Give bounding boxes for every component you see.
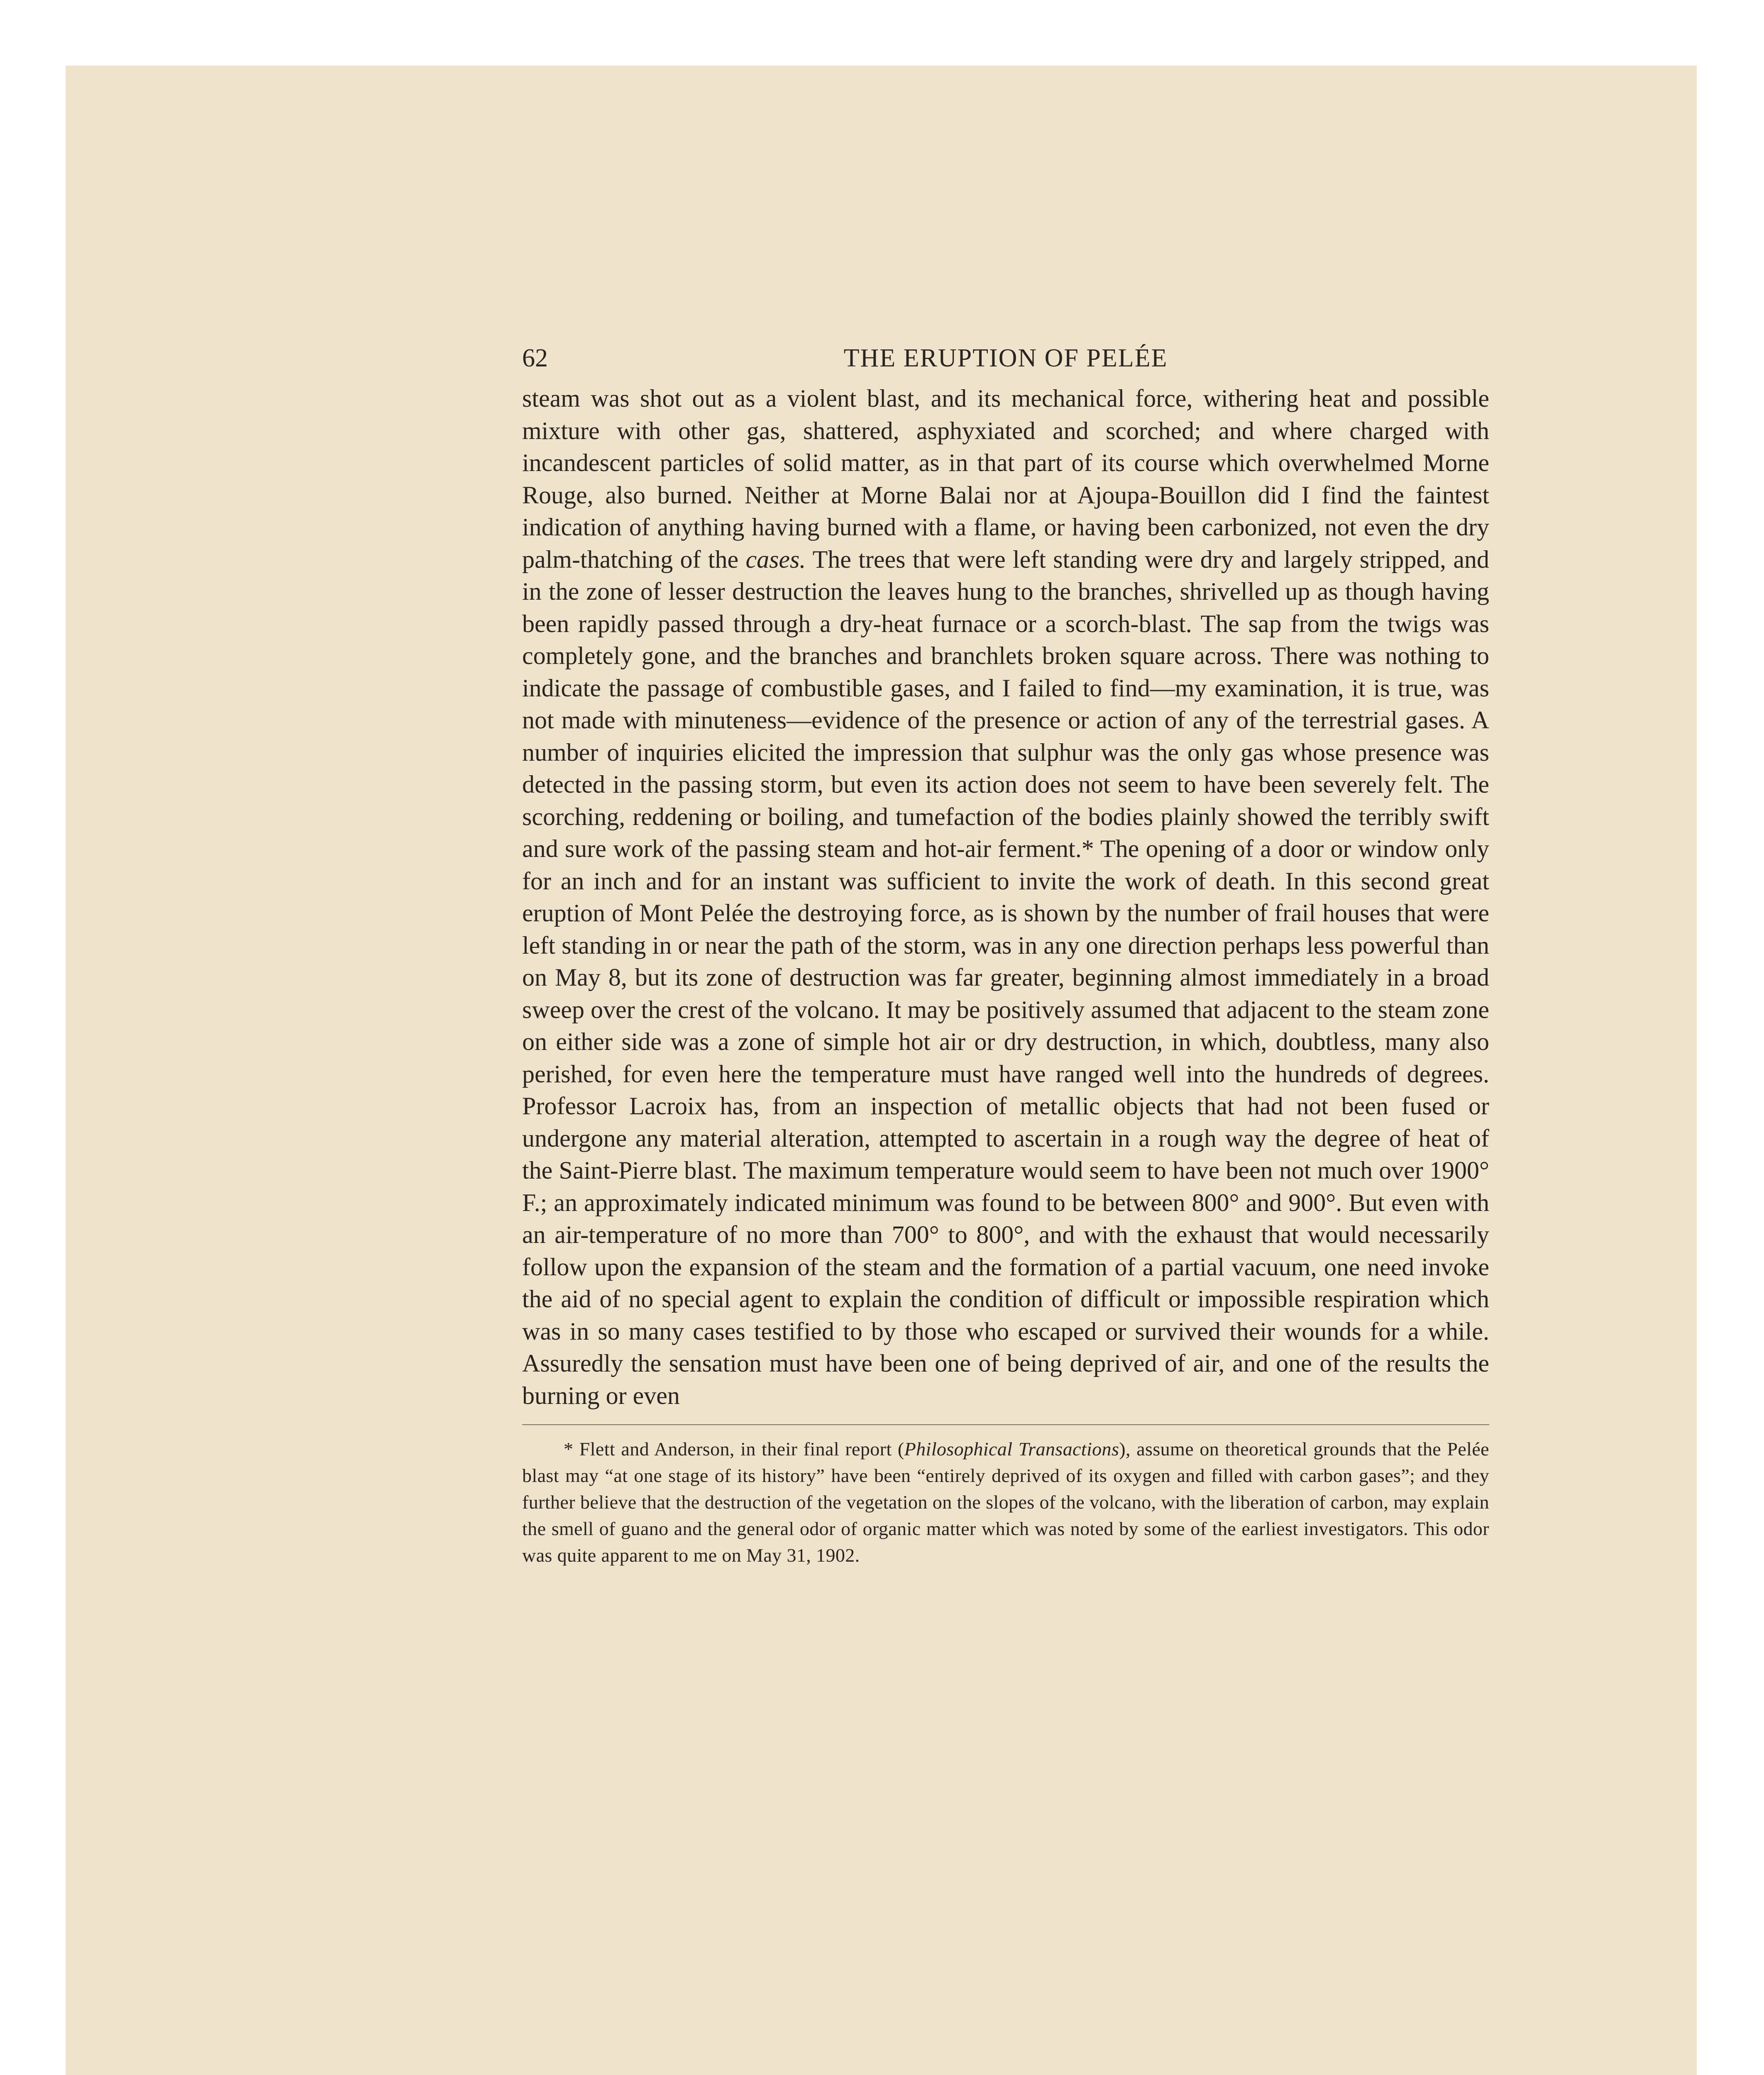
footnote-rule xyxy=(522,1424,1489,1425)
running-head xyxy=(522,339,1489,377)
footnote xyxy=(522,1436,1489,1569)
footnote-part-2: ), assume on theoretical grounds that the Pelée blast may “at one stage of its history” have been “entirely deprived of its oxygen and filled with carbon gases”; and they further believe that the destruction of the vegetation on the slopes of the volcano, with the liberation of carbon, may explain the smell of guano and the general odor of organic matter which was noted by some of the earliest investigators. This odor was quite apparent to me on May 31, 1902. xyxy=(522,1438,1489,1566)
body-text-part-1: steam was shot out as a violent blast, and its mechanical force, withering heat and possible mixture with other gas, shattered, asphyxiated and scorched; and where charged with incandescent particles of solid matter, as in that part of its course which overwhelmed Morne Rouge, also burned. Neither at Morne Balai nor at Ajoupa-Bouillon did I find the faintest indication of anything having burned with a flame, or having been carbonized, not even the dry palm-thatching of the xyxy=(522,385,1489,573)
body-text xyxy=(522,383,1489,1412)
body-paragraph xyxy=(522,383,1489,1412)
body-italic-cases: cases. xyxy=(745,545,806,573)
footnote-part-1: * Flett and Anderson, in their final report ( xyxy=(564,1438,904,1460)
running-title: THE ERUPTION OF PELÉE xyxy=(843,344,1168,372)
footnote-italic-title: Philosophical Transactions xyxy=(904,1438,1119,1460)
scanned-page xyxy=(66,66,1697,2075)
page-content xyxy=(522,339,1489,1569)
body-text-part-2: The trees that were left standing were dry and largely stripped, and in the zone of lesser destruction the leaves hung to the branches, shrivelled up as though having been rapidly passed through a dry-heat furnace or a scorch-blast. The sap from the twigs was completely gone, and the branches and branchlets broken square across. There was nothing to indicate the passage of combustible gases, and I failed to find—my examination, it is true, was not made with minuteness—evidence of the presence or action of any of the terrestrial gases. A number of inquiries elicited the impression that sulphur was the only gas whose presence was detected in the passing storm, but even its action does not seem to have been severely felt. The scorching, reddening or boiling, and tumefaction of the bodies plainly showed the terribly swift and sure work of the passing steam and hot-air ferment.* The opening of a door or window only for an inch and for an instant was sufficient to invite the work of death. In this second great eruption of Mont Pelée the destroying force, as is shown by the number of frail houses that were left standing in or near the path of the storm, was in any one direction perhaps less powerful than on May 8, but its zone of destruction was far greater, beginning almost immediately in a broad sweep over the crest of the volcano. It may be positively assumed that adjacent to the steam zone on either side was a zone of simple hot air or dry destruction, in which, doubtless, many also perished, for even here the temperature must have ranged well into the hundreds of degrees. Professor Lacroix has, from an inspection of metallic objects that had not been fused or undergone any material alteration, attempted to ascertain in a rough way the degree of heat of the Saint-Pierre blast. The maximum temperature would seem to have been not much over 1900° F.; an approximately indicated minimum was found to be between 800° and 900°. But even with an air-temperature of no more than 700° to 800°, and with the exhaust that would necessarily follow upon the expansion of the steam and the formation of a partial vacuum, one need invoke the aid of no special agent to explain the condition of difficult or impossible respiration which was in so many cases testified to by those who escaped or survived their wounds for a while. Assuredly the sensation must have been one of being deprived of air, and one of the results the burning or even xyxy=(522,545,1489,1409)
page-number: 62 xyxy=(522,344,548,372)
footnote-paragraph xyxy=(522,1436,1489,1569)
